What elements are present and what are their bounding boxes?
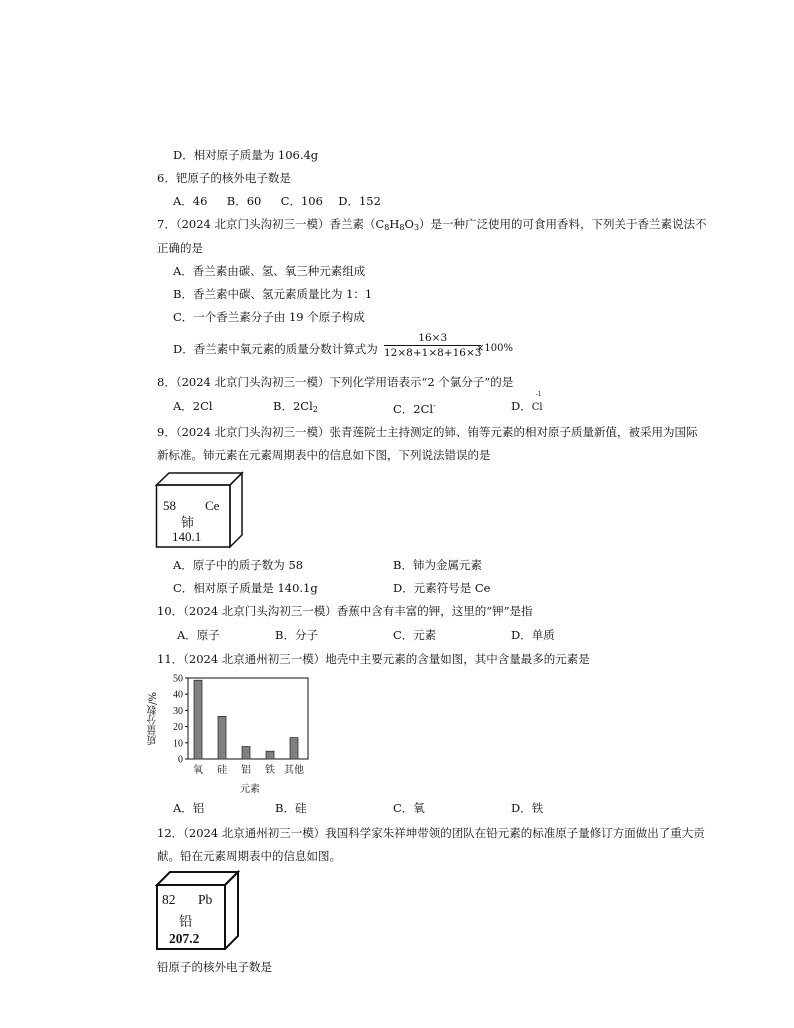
fraction-denominator: 12×8+1×8+16×3	[384, 347, 482, 359]
q5-option-d: D．相对原子质量为 106.4g	[173, 148, 319, 162]
q7-option-c: C．一个香兰素分子由 19 个原子构成	[173, 310, 365, 324]
y-tick-label: 0	[178, 754, 183, 766]
bar-1	[194, 680, 202, 759]
q7-option-d-prefix: D．香兰素中氧元素的质量分数计算式为	[173, 342, 378, 356]
q6-options	[173, 193, 381, 209]
q7-option-d-suffix: ×100%	[476, 343, 513, 354]
q12-stem-line2: 献。铅在元素周期表中的信息如图。	[157, 849, 341, 863]
q12-stem-line1: 12．（2024 北京通州初三一模）我国科学家朱祥坤带领的团队在铅元素的标准原子量修订方面做出了重大贡	[157, 826, 705, 840]
q9-option-a: A．原子中的质子数为 58	[173, 558, 304, 572]
element-name: 铅	[179, 914, 193, 929]
element-symbol: Pb	[198, 892, 213, 907]
q9-option-b: B．铈为金属元素	[393, 558, 482, 572]
bar-4	[266, 751, 274, 759]
q11-stem: 11．（2024 北京通州初三一模）地壳中主要元素的含量如图，其中含量最多的元素是	[157, 652, 590, 666]
q7-fraction	[384, 331, 481, 360]
q7-stem: 7．（2024 北京门头沟初三一模）香兰素$(C_8H_8O_3)$是一种广泛使用的可食用香料，下列关于香兰素说法不	[157, 217, 707, 232]
q11-option-a: A．铝	[173, 801, 205, 815]
bar-5	[290, 738, 298, 759]
q8-option-c: C．2Cl-	[393, 401, 436, 416]
element-symbol: Ce	[205, 498, 220, 513]
y-tick-label: 50	[173, 673, 183, 685]
fraction-numerator: 16×3	[384, 331, 481, 346]
element-number: 58	[163, 498, 176, 513]
y-tick-label: 30	[173, 705, 183, 717]
q6-option-a: A．46	[173, 194, 208, 208]
q10-option-d: D．单质	[511, 628, 555, 642]
q12-trailing-text: 铅原子的核外电子数是	[157, 960, 272, 974]
q11-option-b: B．硅	[275, 801, 307, 815]
y-tick-label: 10	[173, 738, 183, 750]
q11-option-c: C．氧	[393, 801, 425, 815]
q6-option-c: C．106	[280, 194, 323, 208]
q10-option-a: A．原子	[177, 628, 220, 642]
q6-option-b: B．60	[226, 194, 262, 208]
element-cell-ce	[155, 470, 245, 550]
bar-3	[242, 747, 250, 759]
element-mass: 140.1	[172, 529, 202, 544]
x-tick-label: 铝	[241, 765, 251, 776]
q9-option-c: C．相对原子质量是 140.1g	[173, 581, 318, 595]
y-tick-label: 40	[173, 689, 183, 701]
element-cell-pb	[155, 870, 241, 950]
q11-option-d: D．铁	[511, 801, 544, 815]
q7-option-b: B．香兰素中碳、氢元素质量比为 1：1	[173, 287, 373, 301]
q8-option-d: D． -1 Cl	[511, 391, 543, 413]
bar-2	[218, 716, 226, 759]
x-tick-label: 其他	[284, 765, 304, 776]
y-tick-label: 20	[173, 722, 183, 734]
q10-stem: 10．（2024 北京门头沟初三一模）香蕉中含有丰富的钾，这里的“钾”是指	[157, 604, 533, 618]
x-tick-label: 氧	[193, 765, 203, 776]
crust-element-chart	[140, 668, 340, 798]
chart-y-label: 质量分数/%	[148, 692, 159, 745]
chart-svg	[140, 668, 340, 798]
q7-stem-line2: 正确的是	[157, 241, 203, 255]
chart-x-label: 元素	[240, 784, 260, 795]
element-name: 铈	[181, 515, 195, 530]
q8-option-b: B．$2Cl_2$	[273, 399, 318, 414]
q9-option-d: D．元素符号是 Ce	[393, 581, 491, 595]
q7-option-a: A．香兰素由碳、氢、氧三种元素组成	[173, 264, 366, 278]
q10-option-c: C．元素	[393, 628, 437, 642]
q6-stem: 6．钯原子的核外电子数是	[157, 171, 291, 185]
q8-option-a: A．2Cl	[173, 399, 213, 413]
q10-option-b: B．分子	[275, 628, 318, 642]
q9-stem-line1: 9．（2024 北京门头沟初三一模）张青莲院士主持测定的铈、铕等元素的相对原子质量新值，被采用为国际	[157, 425, 698, 439]
element-mass: 207.2	[169, 931, 200, 946]
x-tick-label: 硅	[217, 765, 227, 776]
x-tick-label: 铁	[265, 765, 275, 776]
q8-stem: 8．（2024 北京门头沟初三一模）下列化学用语表示“2 个氯分子”的是	[157, 375, 514, 389]
q9-stem-line2: 新标准。铈元素在元素周期表中的信息如下图，下列说法错误的是	[157, 448, 491, 462]
q6-option-d: D．152	[338, 194, 381, 208]
element-number: 82	[162, 892, 176, 907]
